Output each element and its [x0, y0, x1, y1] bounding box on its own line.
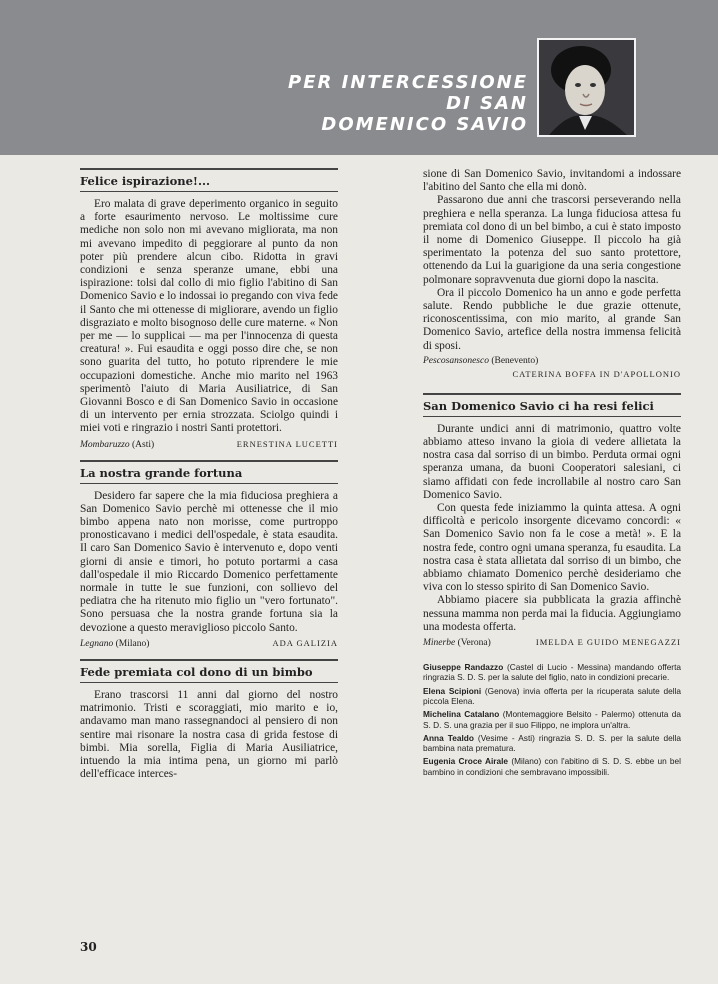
short-thanks-list: [423, 662, 681, 777]
short-thanks-item: [423, 662, 681, 683]
article-felice-ispirazione: [80, 168, 338, 450]
signature-name: ERNESTINA LUCETTI: [236, 438, 338, 449]
short-thanks-item: [423, 733, 681, 754]
thanks-text: (Genova) invia offerta per la ricuperata salute della piccola Elena.: [423, 685, 681, 706]
signature-place: Minerbe: [423, 638, 456, 649]
divider: [80, 460, 338, 462]
article-title: Fede premiata col dono di un bimbo: [80, 664, 313, 679]
signature: [80, 439, 338, 450]
article-title: La nostra grande fortuna: [80, 465, 243, 480]
divider: [80, 191, 338, 192]
thanks-text: (Vesime - Asti) ringrazia S. D. S. per la salute della bambina nata prematura.: [423, 732, 682, 754]
article-paragraph: Durante undici anni di matrimonio, quattro volte abbiamo atteso invano la gioia di vedere allietata la nostra casa dal sorriso di un bimbo. Perduta ormai ogni speranza umana, da buoni Cooperatori salesiani, ci siamo affidati con fede incrollabile al nostro caro San Domenico Savio.: [423, 422, 681, 501]
article-fede-premiata-continued: [423, 168, 681, 379]
thanks-name: Giuseppe Randazzo: [423, 662, 504, 673]
divider: [423, 416, 681, 417]
signature: [80, 638, 338, 649]
saint-portrait-image: [537, 38, 636, 137]
signature-name-line: [423, 369, 681, 379]
signature-place: Legnano: [80, 638, 114, 649]
thanks-name: Elena Scipioni: [423, 685, 482, 696]
divider: [423, 393, 681, 395]
signature-place-line: [423, 356, 681, 366]
signature-place: Pescosansonesco: [423, 355, 489, 366]
signature-name: CATERINA BOFFA IN D'APOLLONIO: [512, 368, 681, 379]
article-paragraph: Con questa fede iniziammo la quinta attesa. A ogni difficoltà e pericolo insorgente dicevamo concordi: « San Domenico Savio non fa le cose a metà! ». E la nostra fede, contro ogni umana speranza, fu esaudita. La nostra casa è stata allietata dal sorriso di un bimbo, che abbiamo chiamato Domenico perchè desideriamo che viva con lo stesso spirito di San Domenico Savio.: [423, 502, 681, 594]
article-title: San Domenico Savio ci ha resi felici: [423, 398, 654, 413]
article-paragraph: Abbiamo piacere sia pubblicata la grazia affinchè nessuna mamma non perda mai la fiducia. Aggiungiamo una modesta offerta.: [423, 594, 681, 633]
thanks-name: Eugenia Croce Airale: [423, 756, 509, 767]
divider: [80, 659, 338, 661]
thanks-name: Anna Tealdo: [423, 732, 474, 743]
short-thanks-item: [423, 756, 681, 777]
page-header: [0, 0, 718, 155]
title-line-1: PER INTERCESSIONE: [288, 72, 528, 93]
thanks-text: (Castel di Lucio - Messina) mandando offerta ringrazia S. D. S. per la salute del figlio, nato in condizioni precarie.: [423, 662, 681, 683]
short-thanks-item: [423, 709, 681, 730]
article-paragraph: Passarono due anni che trascorsi perseverando nella preghiera e nella speranza. La lunga fiduciosa attesa fu premiata col dono di un bel bimbo, a cui è stato imposto il nome di Domenico Giuseppe. Il piccolo ha già sperimentato la potenza del suo santo protettore, ottenendo da Lui la guarigione da una seria congestione polmonare sopravvenuta due giorni dopo la nascita.: [423, 194, 681, 286]
signature-province: (Milano): [115, 638, 150, 649]
article-grande-fortuna: [80, 460, 338, 649]
thanks-name: Michelina Catalano: [423, 709, 500, 720]
right-column: [423, 168, 681, 780]
signature-name: ADA GALIZIA: [272, 637, 338, 648]
title-line-2: DI SAN: [446, 93, 528, 114]
signature-place: Mombaruzzo: [80, 439, 130, 450]
article-paragraph: Desidero far sapere che la mia fiduciosa preghiera a San Domenico Savio perchè mi ottenesse che il mio bimbo appena nato non morisse, come purtroppo pronosticavano i medici dell'ospedale, è stata esaudita. Il caro San Domenico Savio è intervenuto e, dopo venti giorni di ansie e timori, ho potuto portarmi a casa dall'ospedale il mio Riccardo Domenico perfettamente normale in tutte le sue funzioni, con sollievo del pediatra che ha ritenuto mio figlio un "vero fortunato". Sono persuasa che la nostra grande fortuna sia la devozione a questo meraviglioso piccolo Santo.: [80, 489, 338, 634]
article-resi-felici: [423, 393, 681, 648]
article-fede-premiata: [80, 659, 338, 781]
signature: [423, 637, 681, 648]
article-paragraph: Erano trascorsi 11 anni dal giorno del nostro matrimonio. Tristi e scoraggiati, mio marito e io, andavamo man mano rassegnandoci al pensiero di non sentire mai risonare la nostra casa di grida festose di bimbi. Mia sorella, Figlia di Maria Ausiliatrice, intuendo la mia intima pena, un giorno mi parlò dell'efficace interces-: [80, 688, 338, 781]
signature-name: IMELDA E GUIDO MENEGAZZI: [535, 637, 681, 648]
thanks-text: (Montemaggiore Belsito - Palermo) ottenuta da S. D. S. una grazia per il suo Filippo, ne implora un'altra.: [423, 709, 681, 730]
article-paragraph: Ora il piccolo Domenico ha un anno e gode perfetta salute. Rendo pubbliche le due grazie ottenute, riconoscentissima, con mio marito, al grande San Domenico Savio, artefice della nostra immensa felicità di sposi.: [423, 286, 681, 352]
signature-province: (Asti): [132, 439, 155, 450]
page-number: 30: [80, 940, 97, 954]
title-line-3: DOMENICO SAVIO: [321, 114, 528, 135]
signature-province: (Benevento): [491, 355, 539, 366]
left-column: [80, 168, 338, 791]
signature-province: (Verona): [457, 638, 491, 649]
article-paragraph: Ero malata di grave deperimento organico in seguito a forte esaurimento nervoso. Le moltissime cure mediche non solo non mi avevano migliorata, ma non mi avevano impedito di peggiorare al punto da non poter più prendere alcun cibo. Ridotta in gravi condizioni e senza speranze umane, ebbi una ispirazione: tolsi dal collo di mio figlio l'abitino di San Domenico Savio e lo indossai io pregando con viva fede il Santo che mi ottenesse di migliorare, avendo un figlio disgraziato e molto bisognoso delle cure materne. « Non per me — lo supplicai — ma per l'innocenza di questa creatura! ». Fui esaudita e oggi posso dire che, se non sono guarita del tutto, ho potuto riprendere le mie occupazioni domestiche. Anche mio marito nel 1963 sperimentò l'aiuto di Maria Ausiliatrice, di San Giovanni Bosco e di San Domenico Savio in occasione di un intervento per ernia strozzata. Sciolgo quindi i miei voti e ringrazio i nostri Santi protettori.: [80, 198, 338, 435]
short-thanks-item: [423, 686, 681, 707]
article-title: Felice ispirazione!...: [80, 174, 210, 188]
article-paragraph: sione di San Domenico Savio, invitandomi a indossare l'abitino del Santo che ella mi donò.: [423, 168, 681, 194]
page-title: [288, 72, 528, 135]
divider: [80, 682, 338, 683]
thanks-text: (Milano) con l'abitino di S. D. S. ebbe un bel bambino in condizioni che sembravano impossibili.: [423, 756, 682, 777]
divider: [80, 168, 338, 170]
divider: [80, 483, 338, 484]
